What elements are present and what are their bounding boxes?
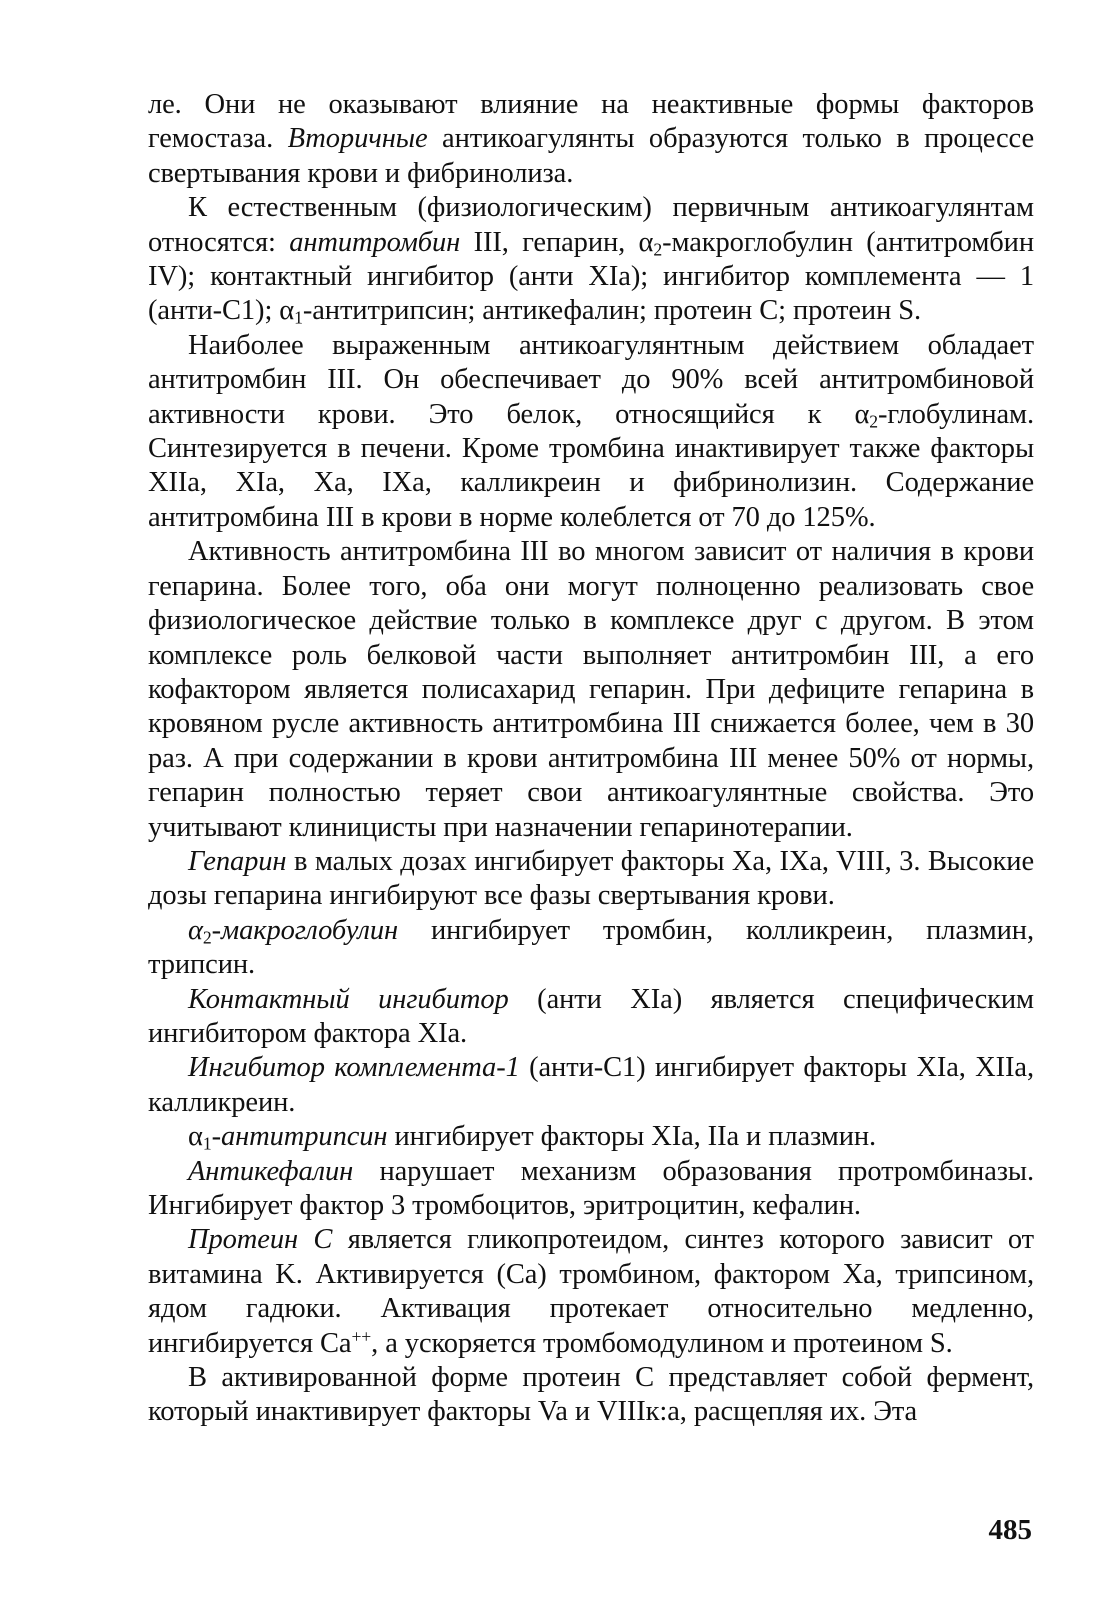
text-run: , а ускоряется тромбомодулином и протеином S. bbox=[371, 1327, 953, 1359]
paragraph bbox=[148, 1223, 1034, 1361]
text-run: Активность антитромбина III во многом зависит от наличия в крови гепарина. Более того, оба они могут полноценно реализовать свое физиологическое действие только в комплексе друг с другом. В этом комплексе роль белковой части выполняет антитромбин III, а его кофактором является полисахарид гепарин. При дефиците гепарина в кровяном русле активность антитромбина III снижается более, чем в 30 раз. А при содержании в крови антитромбина III менее 50% от нормы, гепарин полностью теряет свои антикоагулянтные свойства. Это учитывают клиницисты при назначении гепаринотерапии. bbox=[148, 536, 1034, 843]
text-run: ингибирует тромбин, колликреин, плазмин, трипсин. bbox=[148, 914, 1034, 981]
text-run: (анти-C1) ингибирует факторы XIa, XIIa, калликреин. bbox=[148, 1052, 1034, 1118]
paragraph bbox=[148, 88, 1034, 191]
text-run: ле. Они не оказывают влияние на неактивные формы факторов гемостаза. bbox=[148, 89, 1034, 155]
paragraph bbox=[148, 1120, 1034, 1154]
paragraph bbox=[148, 1361, 1034, 1430]
emphasis: Вторичные bbox=[287, 123, 428, 155]
text-run: В активированной форме протеин C представляет собой фермент, который инактивирует факторы Va и VIIIк:a, расщепляя их. Эта bbox=[148, 1362, 1034, 1428]
emphasis: -антитрипсин bbox=[211, 1121, 388, 1153]
paragraph bbox=[148, 191, 1034, 329]
paragraph bbox=[148, 845, 1034, 914]
text-run: антикоагулянты образуются только в процессе свертывания крови и фибринолиза. bbox=[148, 123, 1034, 189]
paragraph bbox=[148, 329, 1034, 535]
subscript: 1 bbox=[202, 1133, 212, 1154]
body-text bbox=[148, 88, 1034, 1430]
text-run: III, гепарин, α bbox=[460, 226, 654, 258]
text-run: Наиболее выраженным антикоагулянтным действием обладает антитромбин III. Он обеспечивает до 90% всей антитромбиновой активности крови. Это белок, относящийся к α bbox=[148, 329, 1034, 430]
subscript: 2 bbox=[653, 239, 663, 260]
text-run: является гликопротеидом, синтез которого зависит от витамина K. Активируется (Ca) тромбином, фактором Xa, трипсином, ядом гадюки. Активация протекает относительно медленно, ингибируется Ca bbox=[148, 1224, 1035, 1359]
text-run: в малых дозах ингибирует факторы Xa, IXa, VIII, 3. Высокие дозы гепарина ингибируют все фазы свертывания крови. bbox=[148, 845, 1034, 912]
page-number: 485 bbox=[988, 1514, 1032, 1546]
emphasis: Контактный ингибитор bbox=[188, 983, 509, 1015]
text-run: К естественным (физиологическим) первичным антикоагулянтам относятся: bbox=[148, 192, 1034, 258]
paragraph bbox=[148, 1155, 1034, 1224]
paragraph bbox=[148, 1051, 1034, 1120]
emphasis: антитромбин bbox=[289, 226, 461, 258]
superscript: ++ bbox=[351, 1325, 372, 1346]
subscript: 1 bbox=[294, 307, 303, 328]
emphasis: α bbox=[188, 914, 203, 946]
paragraph bbox=[148, 914, 1034, 983]
emphasis: Протеин C bbox=[188, 1224, 333, 1256]
emphasis: -макроглобулин bbox=[211, 914, 399, 946]
emphasis: Ингибитор комплемента-1 bbox=[188, 1052, 520, 1084]
paragraph bbox=[148, 983, 1034, 1052]
paragraph bbox=[148, 535, 1034, 845]
text-run: -макроглобулин (антитромбин IV); контактный ингибитор (анти XIa); ингибитор комплемента — 1 (анти-C1); α bbox=[148, 226, 1034, 327]
text-run: -глобулинам. Синтезируется в печени. Кроме тромбина инактивирует также факторы XIIa, XIa, Xa, IXa, калликреин и фибринолизин. Содержание антитромбина III в крови в норме колеблется от 70 до 125%. bbox=[148, 398, 1034, 533]
emphasis: Гепарин bbox=[188, 845, 287, 877]
text-run: -антитрипсин; антикефалин; протеин C; протеин S. bbox=[302, 295, 922, 327]
subscript: 2 bbox=[869, 411, 879, 432]
text-run: α bbox=[188, 1121, 203, 1153]
text-run: (анти XIa) является специфическим ингибитором фактора XIa. bbox=[148, 983, 1034, 1049]
emphasis: Антикефалин bbox=[188, 1155, 354, 1187]
text-run: нарушает механизм образования протромбиназы. Ингибирует фактор 3 тромбоцитов, эритроцитин, кефалин. bbox=[148, 1155, 1034, 1221]
subscript: 2 bbox=[202, 927, 212, 948]
text-run: ингибирует факторы XIa, IIa и плазмин. bbox=[387, 1121, 877, 1153]
